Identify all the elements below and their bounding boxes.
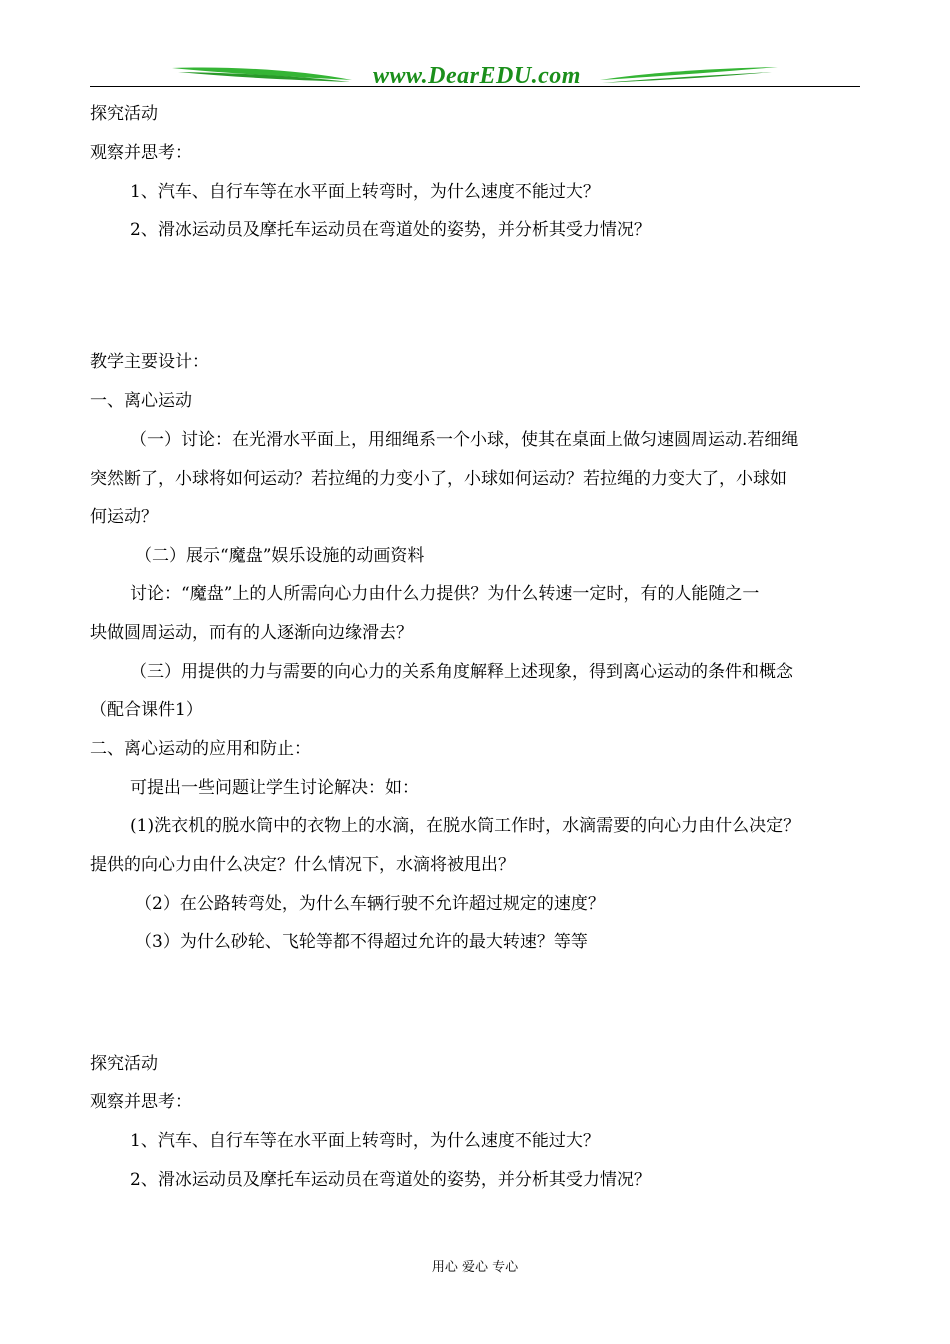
question-item: 1、汽车、自行车等在水平面上转弯时，为什么速度不能过大？: [130, 1131, 600, 1151]
question-item: 2、滑冰运动员及摩托车运动员在弯道处的姿势，并分析其受力情况？: [130, 1170, 651, 1190]
paragraph-line: 何运动？: [90, 507, 158, 527]
page-footer: 用心 爱心 专心: [431, 1260, 519, 1275]
paragraph-line: （3）为什么砂轮、飞轮等都不得超过允许的最大转速？等等: [135, 932, 588, 952]
paragraph-line: （配合课件1）: [90, 700, 203, 720]
paragraph-line: 提供的向心力由什么决定？什么情况下，水滴将被甩出？: [90, 855, 515, 875]
page-header: [0, 0, 950, 95]
subheading: 二、离心运动的应用和防止：: [90, 739, 311, 759]
paragraph-line: 可提出一些问题让学生讨论解决：如：: [130, 778, 419, 798]
question-item: 2、滑冰运动员及摩托车运动员在弯道处的姿势，并分析其受力情况？: [130, 220, 651, 240]
paragraph-line: （二）展示“魔盘”娱乐设施的动画资料: [135, 546, 425, 566]
paragraph-line: 块做圆周运动，而有的人逐渐向边缘滑去？: [90, 623, 413, 643]
paragraph-line: （三）用提供的力与需要的向心力的关系角度解释上述现象，得到离心运动的条件和概念: [130, 662, 793, 682]
question-item: 1、汽车、自行车等在水平面上转弯时，为什么速度不能过大？: [130, 182, 600, 202]
header-rule: [90, 86, 860, 87]
paragraph-line: 突然断了，小球将如何运动？若拉绳的力变小了，小球如何运动？若拉绳的力变大了，小球如: [90, 469, 787, 489]
paragraph-line: （2）在公路转弯处，为什么车辆行驶不允许超过规定的速度？: [135, 894, 605, 914]
paragraph-line: 讨论：“魔盘”上的人所需向心力由什么力提供？为什么转速一定时，有的人能随之一: [130, 584, 760, 604]
subheading: 观察并思考：: [90, 1092, 192, 1112]
section-title: 教学主要设计：: [90, 352, 209, 372]
section-title: 探究活动: [90, 1054, 158, 1074]
subheading: 一、离心运动: [90, 391, 192, 411]
paragraph-line: （一）讨论：在光滑水平面上，用细绳系一个小球，使其在桌面上做匀速圆周运动.若细绳: [130, 430, 799, 450]
site-logo-text: www.DearEDU.com: [373, 63, 581, 89]
subheading: 观察并思考：: [90, 143, 192, 163]
paragraph-line: (1)洗衣机的脱水筒中的衣物上的水滴，在脱水筒工作时，水滴需要的向心力由什么决定？: [130, 816, 801, 836]
section-title: 探究活动: [90, 104, 158, 124]
